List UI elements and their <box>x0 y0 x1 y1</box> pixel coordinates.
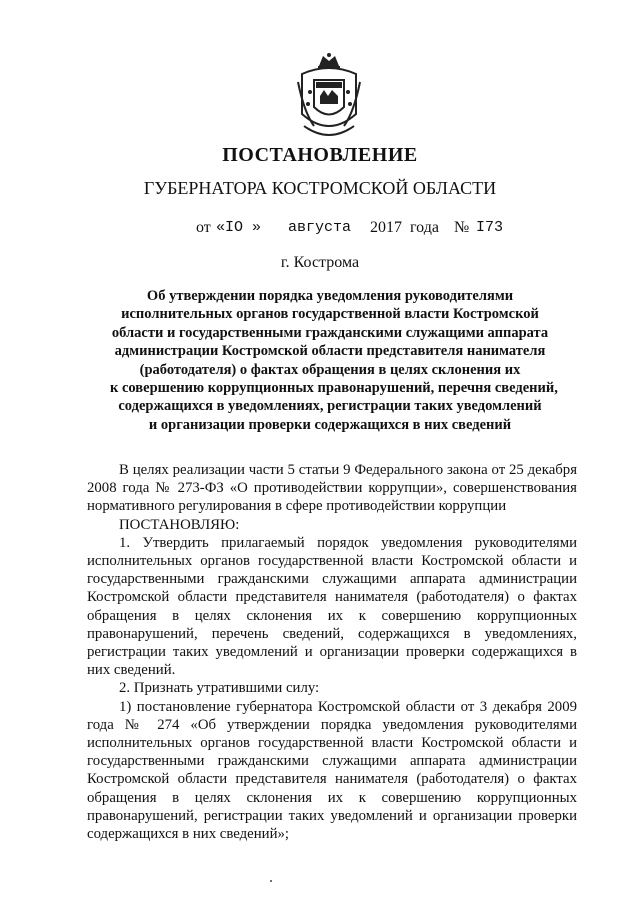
heading-line: и организации проверки содержащихся в них сведений <box>148 416 512 433</box>
heading-line: администрации Костромской области представителя нанимателя <box>114 343 546 360</box>
coat-of-arms-icon <box>294 52 364 142</box>
date-line <box>0 219 640 243</box>
heading-line: Об утверждении порядка уведомления руководителями <box>146 288 514 304</box>
heading-line: (работодателя) о фактах обращения в целях склонения их <box>139 361 521 378</box>
date-prefix: от <box>196 219 211 236</box>
paragraph-preamble: В целях реализации части 5 статьи 9 Федерального закона от 25 декабря 2008 года № 273-ФЗ «О противодействии коррупции», совершенствования нормативного регулирования в сфере противодействии коррупции <box>87 462 577 515</box>
date-month: августа <box>288 219 352 236</box>
document-body <box>87 461 577 843</box>
document-city: г. Кострома <box>280 254 360 271</box>
date-day: «IO » <box>216 219 262 236</box>
document-number: I73 <box>476 219 504 236</box>
document-title: ПОСТАНОВЛЕНИЕ <box>222 144 418 166</box>
date-year: 2017 <box>370 219 402 236</box>
document-authority: ГУБЕРНАТОРА КОСТРОМСКОЙ ОБЛАСТИ <box>143 178 497 198</box>
paragraph-decree: ПОСТАНОВЛЯЮ: <box>119 516 240 533</box>
heading-line: содержащихся в уведомлениях, регистрации таких уведомлений <box>118 398 542 415</box>
paragraph-item-1: 1. Утвердить прилагаемый порядок уведомления руководителями исполнительных органов государственной власти Костромской области и государственными гражданскими служащими аппарата администрации Костромской области представителя нанимателя (работодателя) о фактах обращения в целях склонения их к совершению коррупционных правонарушений, перечень сведений, содержащихся в уведомлениях, регистрации таких уведомлений и организации проверки содержащихся в них сведений. <box>87 534 577 679</box>
paragraph-item-2-1: 1) постановление губернатора Костромской области от 3 декабря 2009 года № 274 «Об утверждении порядка уведомления руководителями исполнительных органов государственной власти Костромской области и государственными гражданскими служащими аппарата администрации Костромской области представителя нанимателя (работодателя) о фактах обращения в целях склонения их к совершению коррупционных правонарушений, регистрации таких уведомлений и организации проверки содержащихся в них сведений»; <box>87 698 577 843</box>
heading-line: к совершению коррупционных правонарушений, перечня сведений, <box>110 380 558 397</box>
number-sign: № <box>454 219 470 236</box>
heading-line: исполнительных органов государственной власти Костромской <box>121 306 539 323</box>
date-year-suffix: года <box>410 219 439 236</box>
heading-line: области и государственными гражданскими служащими аппарата <box>111 324 549 341</box>
scan-speck <box>270 880 272 882</box>
document-heading <box>110 287 558 434</box>
paragraph-item-2: 2. Признать утратившими силу: <box>119 680 320 697</box>
